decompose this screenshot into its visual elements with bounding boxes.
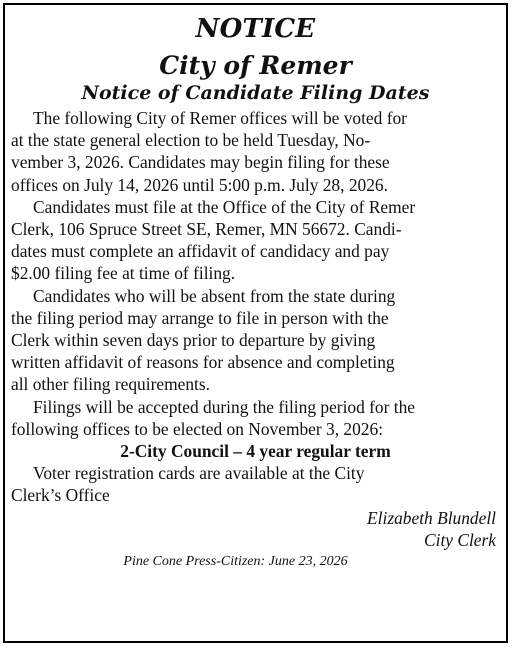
body-line: Voter registration cards are available at the City <box>33 463 365 484</box>
signature-title: City Clerk <box>424 529 496 550</box>
body-line: The following City of Remer offices will be voted for <box>33 108 407 128</box>
body-line: $2.00 filing fee at time of filing. <box>11 263 236 284</box>
body-line: all other filing requirements. <box>11 374 210 395</box>
body-line: Candidates must file at the Office of the City of Remer <box>33 196 416 217</box>
body-line: Clerk’s Office <box>11 485 110 506</box>
notice-heading: NOTICE <box>195 14 316 44</box>
notice-subject: Notice of Candidate Filing Dates <box>81 82 430 104</box>
office-term-line: 2-City Council – 4 year regular term <box>120 441 391 462</box>
body-line: offices on July 14, 2026 until 5:00 p.m. July 28, 2026. <box>11 174 388 195</box>
publication-line: Pine Cone Press-Citizen: June 23, 2026 <box>123 554 348 570</box>
signature-name: Elizabeth Blundell <box>367 507 496 528</box>
body-line: Filings will be accepted during the filing period for the <box>33 396 416 417</box>
notice-org: City of Remer <box>159 51 352 80</box>
body-line: dates must complete an affidavit of candidacy and pay <box>11 241 390 262</box>
body-line: the filing period may arrange to file in person with the <box>11 307 389 328</box>
legal-notice <box>3 3 508 643</box>
body-line: Candidates who will be absent from the state during <box>33 285 396 306</box>
body-line: Clerk, 106 Spruce Street SE, Remer, MN 56672. Candi- <box>11 219 402 240</box>
body-line: following offices to be elected on November 3, 2026: <box>11 418 384 439</box>
body-line: written affidavit of reasons for absence and completing <box>11 352 395 373</box>
body-line: Clerk within seven days prior to departure by giving <box>11 330 376 351</box>
body-line: at the state general election to be held Tuesday, No- <box>11 130 371 151</box>
notice-body <box>11 107 500 551</box>
body-line: vember 3, 2026. Candidates may begin filing for these <box>11 152 390 173</box>
